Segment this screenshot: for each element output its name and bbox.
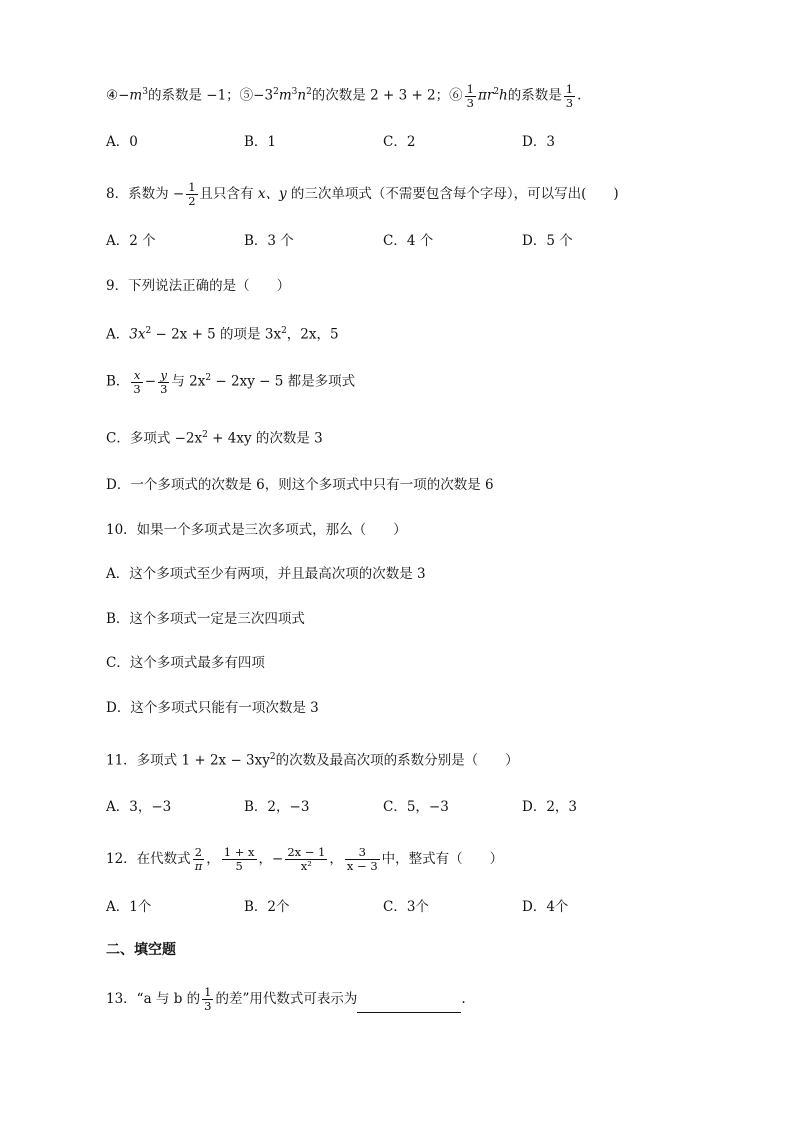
q9-option-b: B． $\frac{x}{3}$ − $\frac{y}{3}$ 与 $2x^2 - 2xy - 5$ 都是多项式	[106, 367, 356, 396]
q8-stem: 8．系数为 − $\frac{1}{2}$ 且只含有 x、y 的三次单项式（不需要包含每个字母），可以写出( )	[106, 180, 619, 208]
q11-stem: 11．多项式 $1 + 2x - 3xy^2$的次数及最高次项的系数分别是（ ）	[106, 752, 519, 769]
q12-stem: 12．在代数式 $\frac{2}{\pi}$ ， $\frac{1 + x}{5}$ ，− $\frac{2x - 1}{\text{x²}}$ ， $\frac{3}{x - 3}$ 中，整式有（ ）	[106, 845, 504, 873]
q9-option-c: C．多项式 $-2x^2 + 4xy$ 的次数是 3	[106, 430, 323, 447]
fraction: $\frac{y}{3}$	[160, 367, 168, 396]
q11-option-c: C．5，−3	[383, 799, 449, 815]
q12-option-a: A．1个	[106, 899, 152, 915]
fraction: $\frac{3}{x - 3}$	[346, 845, 378, 873]
q12-option-d: D．4个	[522, 899, 569, 915]
fraction: $\frac{1}{3}$	[204, 985, 212, 1013]
q9-option-a: A．$3x^2 - 2x + 5$ 的项是 $3x^2$，2x，5	[106, 326, 339, 343]
circle-6: ⑥	[449, 87, 463, 104]
q7-option-a: A．0	[106, 134, 138, 150]
fraction: $\frac{1}{3}$	[565, 81, 574, 110]
section-title-fill-in: 二、填空题	[106, 942, 176, 958]
fraction: $\frac{1 + x}{5}$	[223, 845, 255, 873]
q7-option-d: D．3	[522, 134, 555, 150]
q10-option-c: C．这个多项式最多有四项	[106, 655, 265, 671]
q12-option-b: B．2个	[244, 899, 290, 915]
q11-option-d: D．2，3	[522, 799, 578, 815]
fraction: $\frac{1}{2}$	[188, 180, 196, 208]
q10-option-b: B．这个多项式一定是三次四项式	[106, 611, 305, 627]
answer-blank[interactable]	[357, 998, 461, 1013]
fraction: $\frac{2}{\pi}$	[194, 845, 203, 873]
q10-option-d: D．这个多项式只能有一项次数是 3	[106, 700, 319, 716]
q8-option-c: C．4 个	[383, 233, 434, 249]
q7-option-b: B．1	[244, 134, 277, 150]
fraction: $\frac{2x - 1}{\text{x²}}$	[287, 845, 326, 873]
q7-option-c: C．2	[383, 134, 416, 150]
q8-option-d: D．5 个	[522, 233, 573, 249]
q12-option-c: C．3个	[383, 899, 429, 915]
fraction: $\frac{x}{3}$	[133, 367, 141, 396]
q7-statements: $④-m^3$的系数是 −1；$⑤-3^2m^3n^2$的次数是 2 + 3 + 2；⑥ $\frac{1}{3}$ $\pi r^2h$的系数是 $\frac{1}{3}$ .	[106, 81, 582, 110]
q9-stem: 9．下列说法正确的是（ ）	[106, 278, 291, 294]
q11-option-a: A．3，−3	[106, 799, 172, 815]
q10-stem: 10．如果一个多项式是三次多项式，那么（ ）	[106, 522, 407, 538]
q8-option-b: B．3 个	[244, 233, 294, 249]
fraction: $\frac{1}{3}$	[466, 81, 474, 110]
q8-option-a: A．2 个	[106, 233, 156, 249]
circle-4: ④	[106, 87, 119, 104]
q10-option-a: A．这个多项式至少有两项，并且最高次项的次数是 3	[106, 566, 426, 582]
q11-option-b: B．2，−3	[244, 799, 310, 815]
circle-5: ⑤	[239, 87, 254, 104]
q9-option-d: D．一个多项式的次数是 6，则这个多项式中只有一项的次数是 6	[106, 477, 494, 493]
q13-stem: 13．“a 与 b 的 $\frac{1}{3}$ 的差”用代数式可表示为 .	[106, 985, 466, 1013]
